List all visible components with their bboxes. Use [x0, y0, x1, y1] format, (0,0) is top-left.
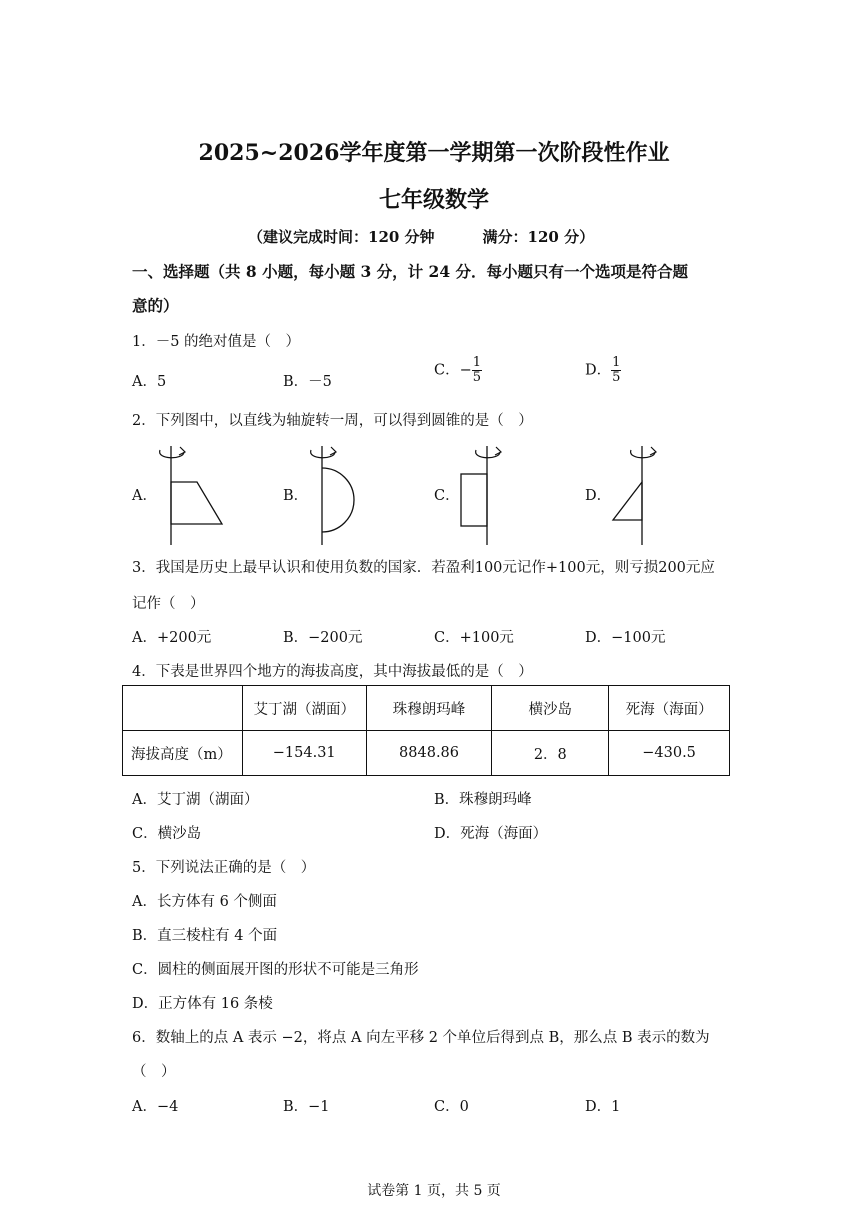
q3-stem-cont: 记作（ ） — [132, 596, 205, 612]
q3-option-a: A．+200元 — [132, 630, 212, 646]
q1-c-num: 1 — [472, 355, 482, 370]
q2-stem: 2．下列图中，以直线为轴旋转一周，可以得到圆锥的是（ ） — [132, 413, 533, 429]
q4-option-d: D．死海（海面） — [434, 826, 548, 842]
figure-rectangle — [450, 440, 530, 548]
q1-c-den: 5 — [472, 370, 482, 385]
table-cell: 2．8 — [492, 731, 609, 776]
figure-trapezoid — [150, 440, 230, 548]
score-info: 满分：120 分） — [482, 228, 595, 246]
table-header-cell — [123, 686, 243, 731]
figure-triangle — [602, 440, 682, 548]
q3-stem: 3．我国是历史上最早认识和使用负数的国家．若盈利100元记作+100元，则亏损200元应 — [132, 560, 715, 576]
q2-option-a: A． — [132, 488, 157, 504]
q3-option-c: C．+100元 — [434, 630, 514, 646]
table-cell: −154.31 — [242, 731, 366, 776]
section-heading-cont: 意的） — [132, 296, 179, 315]
q6-stem-cont: （ ） — [132, 1064, 176, 1080]
q1-option-b: B．－5 — [283, 374, 332, 390]
q6-option-d: D．1 — [585, 1099, 621, 1115]
q1-c-prefix: C． — [434, 362, 460, 379]
q6-stem: 6．数轴上的点 A 表示 −2，将点 A 向左平移 2 个单位后得到点 B，那么点 B 表示的数为 — [132, 1030, 710, 1046]
q5-option-b: B．直三棱柱有 4 个面 — [132, 928, 278, 944]
exam-info — [248, 226, 594, 247]
table-header-row — [123, 686, 730, 731]
figure-semicircle — [301, 440, 381, 548]
table-row-label: 海拔高度（m） — [123, 731, 243, 776]
q1-stem: 1．－5 的绝对值是（ ） — [132, 334, 301, 350]
table-cell: 8848.86 — [366, 731, 492, 776]
altitude-table — [122, 685, 730, 776]
table-header-cell: 死海（海面） — [609, 686, 730, 731]
table-header-cell: 艾丁湖（湖面） — [242, 686, 366, 731]
q2-option-d: D． — [585, 488, 612, 504]
q1-c-sign: − — [459, 362, 472, 379]
q1-d-fraction — [611, 356, 621, 385]
subject-title: 七年级数学 — [378, 187, 489, 213]
q4-stem: 4．下表是世界四个地方的海拔高度，其中海拔最低的是（ ） — [132, 664, 533, 680]
q3-option-b: B．−200元 — [283, 630, 363, 646]
time-info: （建议完成时间：120 分钟 — [248, 228, 435, 246]
q1-d-den: 5 — [612, 370, 621, 385]
q5-option-d: D．正方体有 16 条棱 — [132, 996, 273, 1012]
table-cell: −430.5 — [609, 731, 730, 776]
q6-option-b: B．−1 — [283, 1099, 330, 1115]
q4-option-c: C．横沙岛 — [132, 826, 202, 842]
q3-option-d: D．−100元 — [585, 630, 666, 646]
q1-option-d — [585, 356, 621, 385]
q2-option-b: B． — [283, 488, 309, 504]
q5-option-a: A．长方体有 6 个侧面 — [132, 894, 277, 910]
exam-title: 2025~2026学年度第一学期第一次阶段性作业 — [198, 140, 670, 166]
page-footer: 试卷第 1 页，共 5 页 — [367, 1183, 501, 1199]
q1-d-prefix: D． — [585, 362, 612, 379]
q1-d-num: 1 — [612, 355, 621, 370]
q1-option-c — [434, 356, 482, 385]
section-heading: 一、选择题（共 8 小题，每小题 3 分，计 24 分．每小题只有一个选项是符合题 — [132, 262, 689, 281]
q6-option-c: C．0 — [434, 1099, 469, 1115]
q5-option-c: C．圆柱的侧面展开图的形状不可能是三角形 — [132, 962, 419, 978]
q4-option-b: B．珠穆朗玛峰 — [434, 792, 532, 808]
q1-c-fraction — [472, 356, 482, 385]
table-header-cell: 珠穆朗玛峰 — [366, 686, 492, 731]
table-header-cell: 横沙岛 — [492, 686, 609, 731]
q1-option-a: A．5 — [132, 374, 167, 390]
q5-stem: 5．下列说法正确的是（ ） — [132, 860, 316, 876]
table-row — [123, 731, 730, 776]
q2-option-c: C． — [434, 488, 460, 504]
q4-option-a: A．艾丁湖（湖面） — [132, 792, 259, 808]
q6-option-a: A．−4 — [132, 1099, 179, 1115]
